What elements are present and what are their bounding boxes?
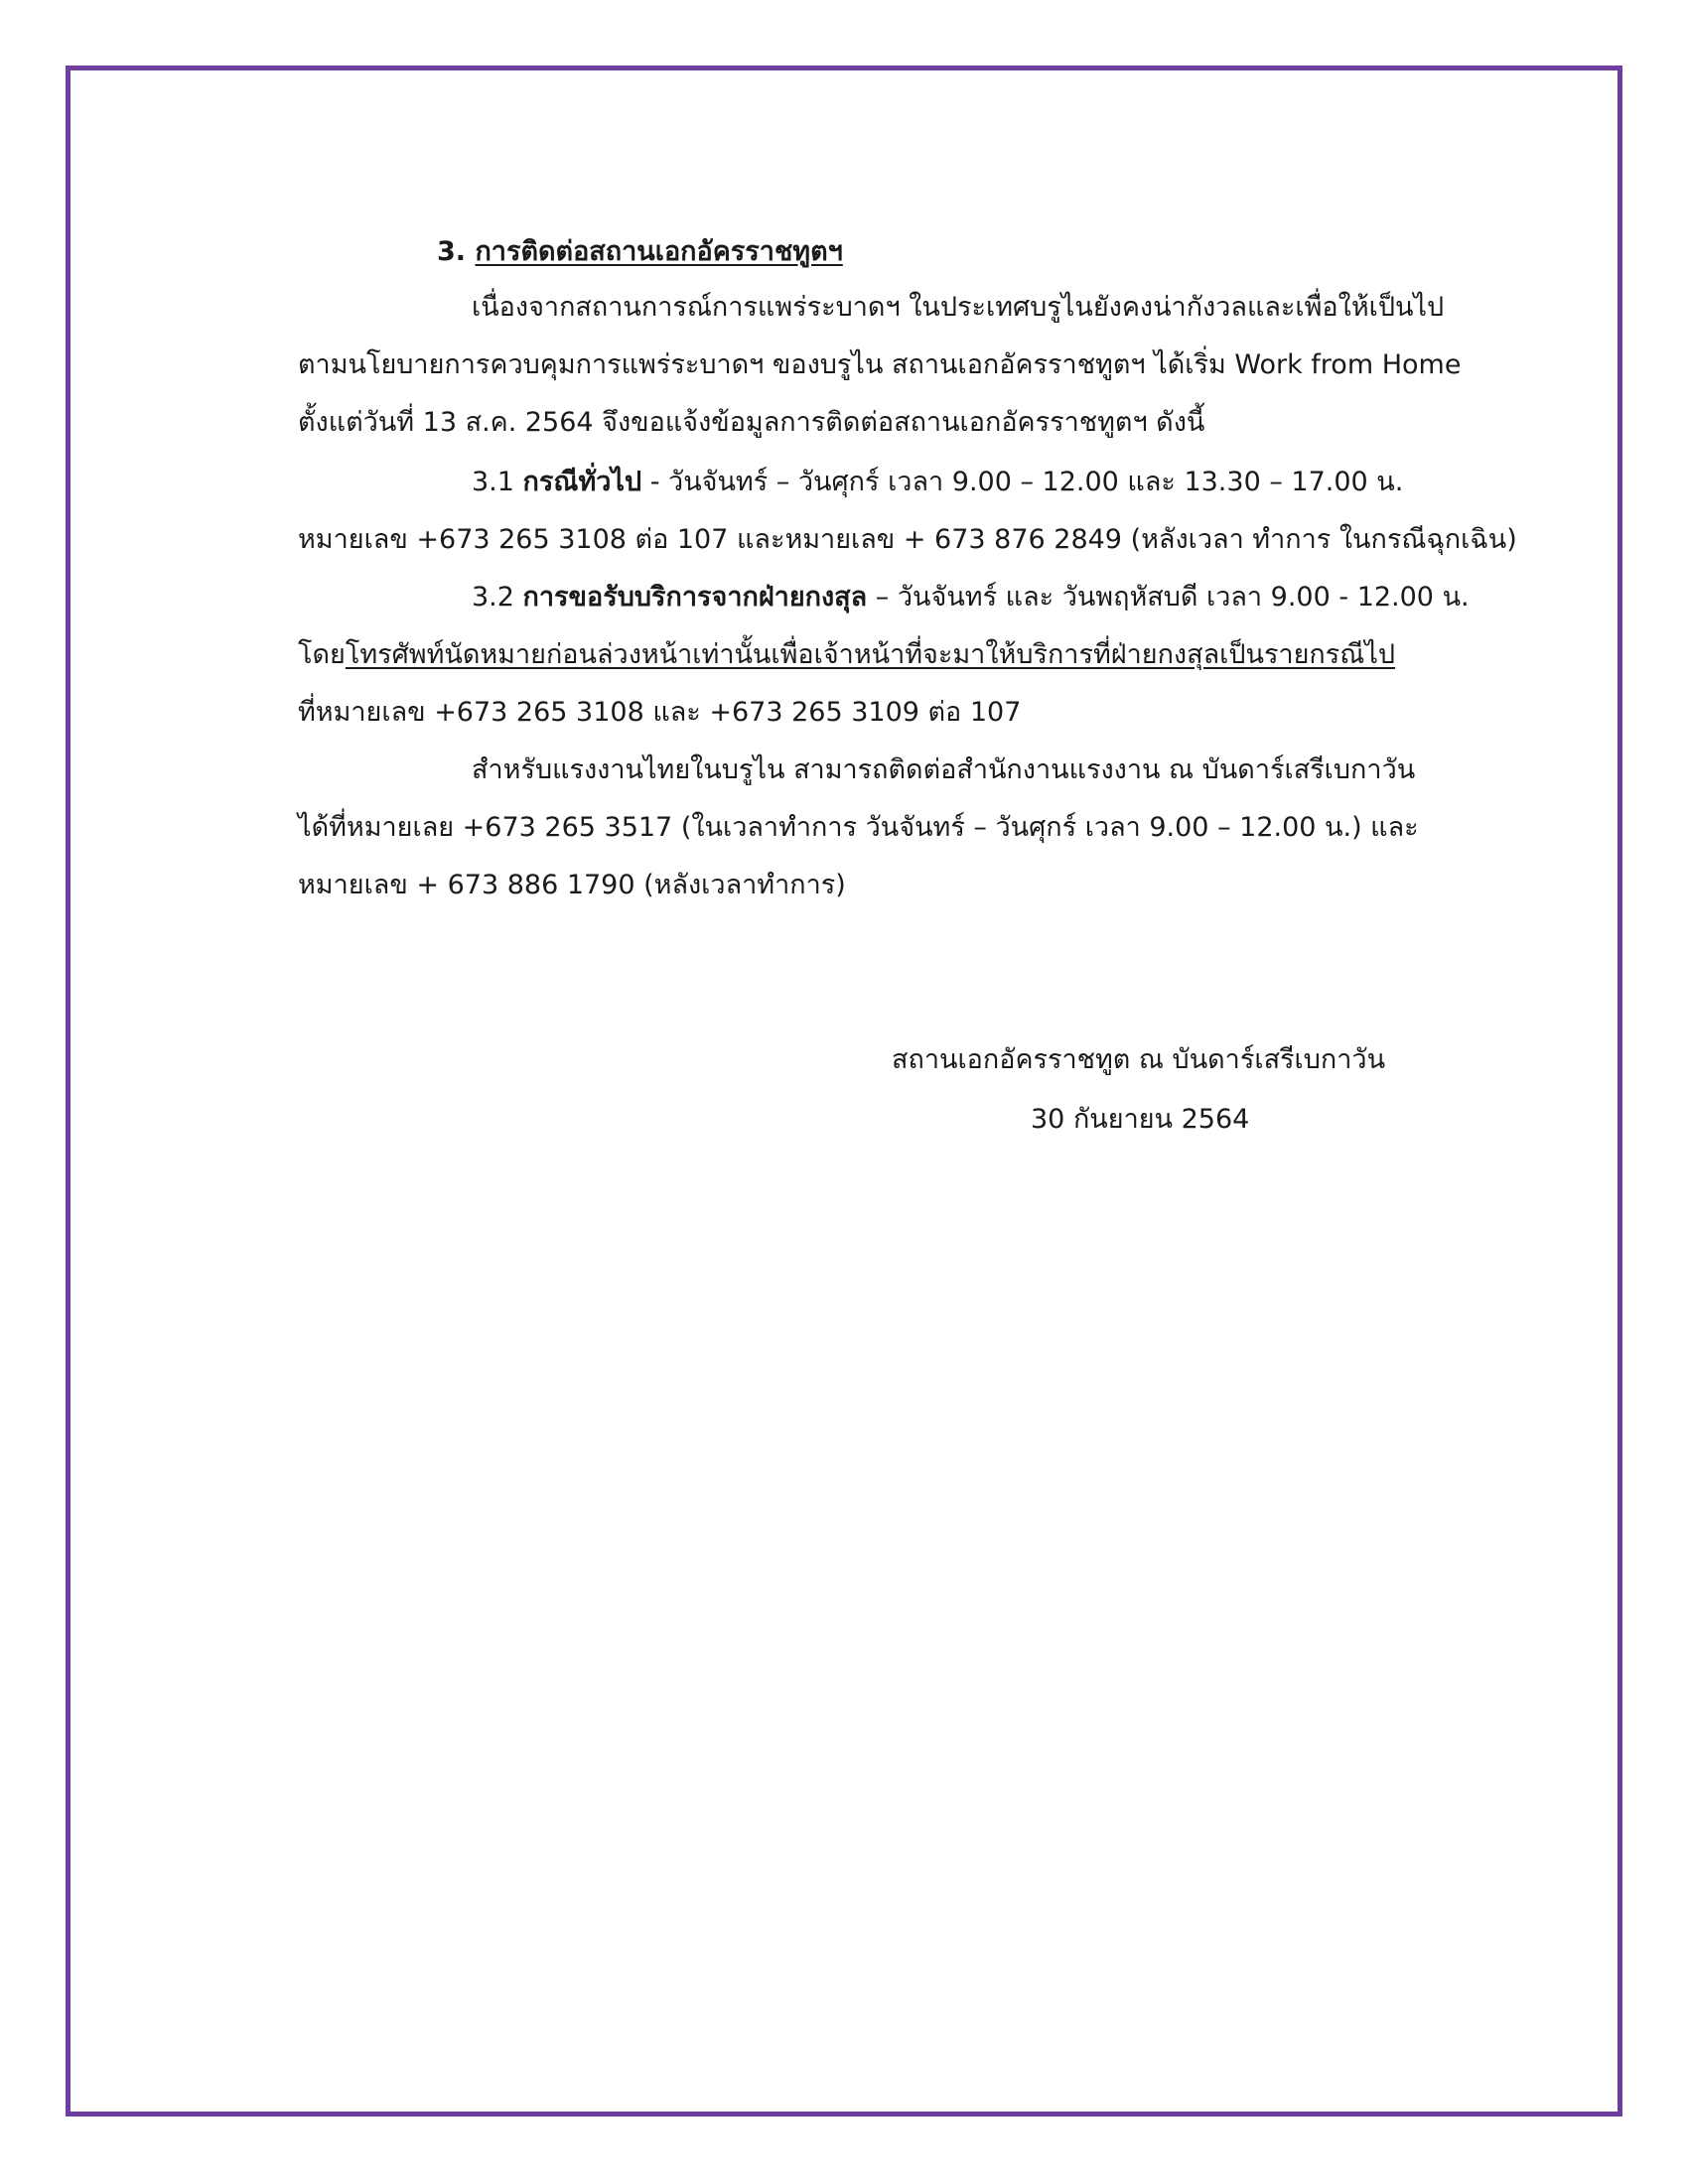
section-heading [437,234,843,270]
item-3-2-line-3: ที่หมายเลข +673 265 3108 และ +673 265 3109 ต่อ 107 [298,697,1022,728]
labour-line-2: ได้ที่หมายเลย +673 265 3517 (ในเวลาทำการ วันจันทร์ – วันศุกร์ เวลา 9.00 – 12.00 น.) และ [298,812,1419,843]
signature-organization: สถานเอกอัครราชทูต ณ บันดาร์เสรีเบกาวัน [892,1044,1386,1075]
labour-line-1: สำหรับแรงงานไทยในบรูไน สามารถติดต่อสำนักงานแรงงาน ณ บันดาร์เสรีเบกาวัน [472,754,1416,785]
section-number: 3. [437,236,467,267]
item-3-1-label: กรณีทั่วไป [522,467,642,497]
item-3-2-number: 3.2 [472,582,514,613]
intro-line-3: ตั้งแต่วันที่ 13 ส.ค. 2564 จึงขอแจ้งข้อมูลการติดต่อสถานเอกอัครราชทูตฯ ดังนี้ [298,407,1205,438]
item-3-2-line-2 [298,637,1395,673]
item-3-2-prefix: โดย [298,639,346,670]
labour-line-3: หมายเลข + 673 886 1790 (หลังเวลาทำการ) [298,870,846,900]
item-3-2-details: – วันจันทร์ และ วันพฤหัสบดี เวลา 9.00 - 12.00 น. [867,582,1470,613]
item-3-2-label: การขอรับบริการจากฝ่ายกงสุล [522,582,868,613]
item-3-1-details: - วันจันทร์ – วันศุกร์ เวลา 9.00 – 12.00 และ 13.30 – 17.00 น. [641,467,1404,497]
intro-line-1: เนื่องจากสถานการณ์การแพร่ระบาดฯ ในประเทศบรูไนยังคงน่ากังวลและเพื่อให้เป็นไป [472,292,1445,323]
signature-date: 30 กันยายน 2564 [1031,1104,1250,1135]
item-3-1-line-2: หมายเลข +673 265 3108 ต่อ 107 และหมายเลข + 673 876 2849 (หลังเวลา ทำการ ในกรณีฉุกเฉิน) [298,524,1517,555]
intro-line-2: ตามนโยบายการควบคุมการแพร่ระบาดฯ ของบรูไน สถานเอกอัครราชทูตฯ ได้เริ่ม Work from Home [298,349,1462,380]
item-3-2-line-1 [472,580,1470,615]
section-title: การติดต่อสถานเอกอัครราชทูตฯ [475,236,843,267]
item-3-1-number: 3.1 [472,467,514,497]
item-3-2-appointment-note: โทรศัพท์นัดหมายก่อนล่วงหน้าเท่านั้นเพื่อเจ้าหน้าที่จะมาให้บริการที่ฝ่ายกงสุลเป็นรายกรณีไป [345,639,1396,670]
item-3-1-line-1 [472,465,1403,500]
